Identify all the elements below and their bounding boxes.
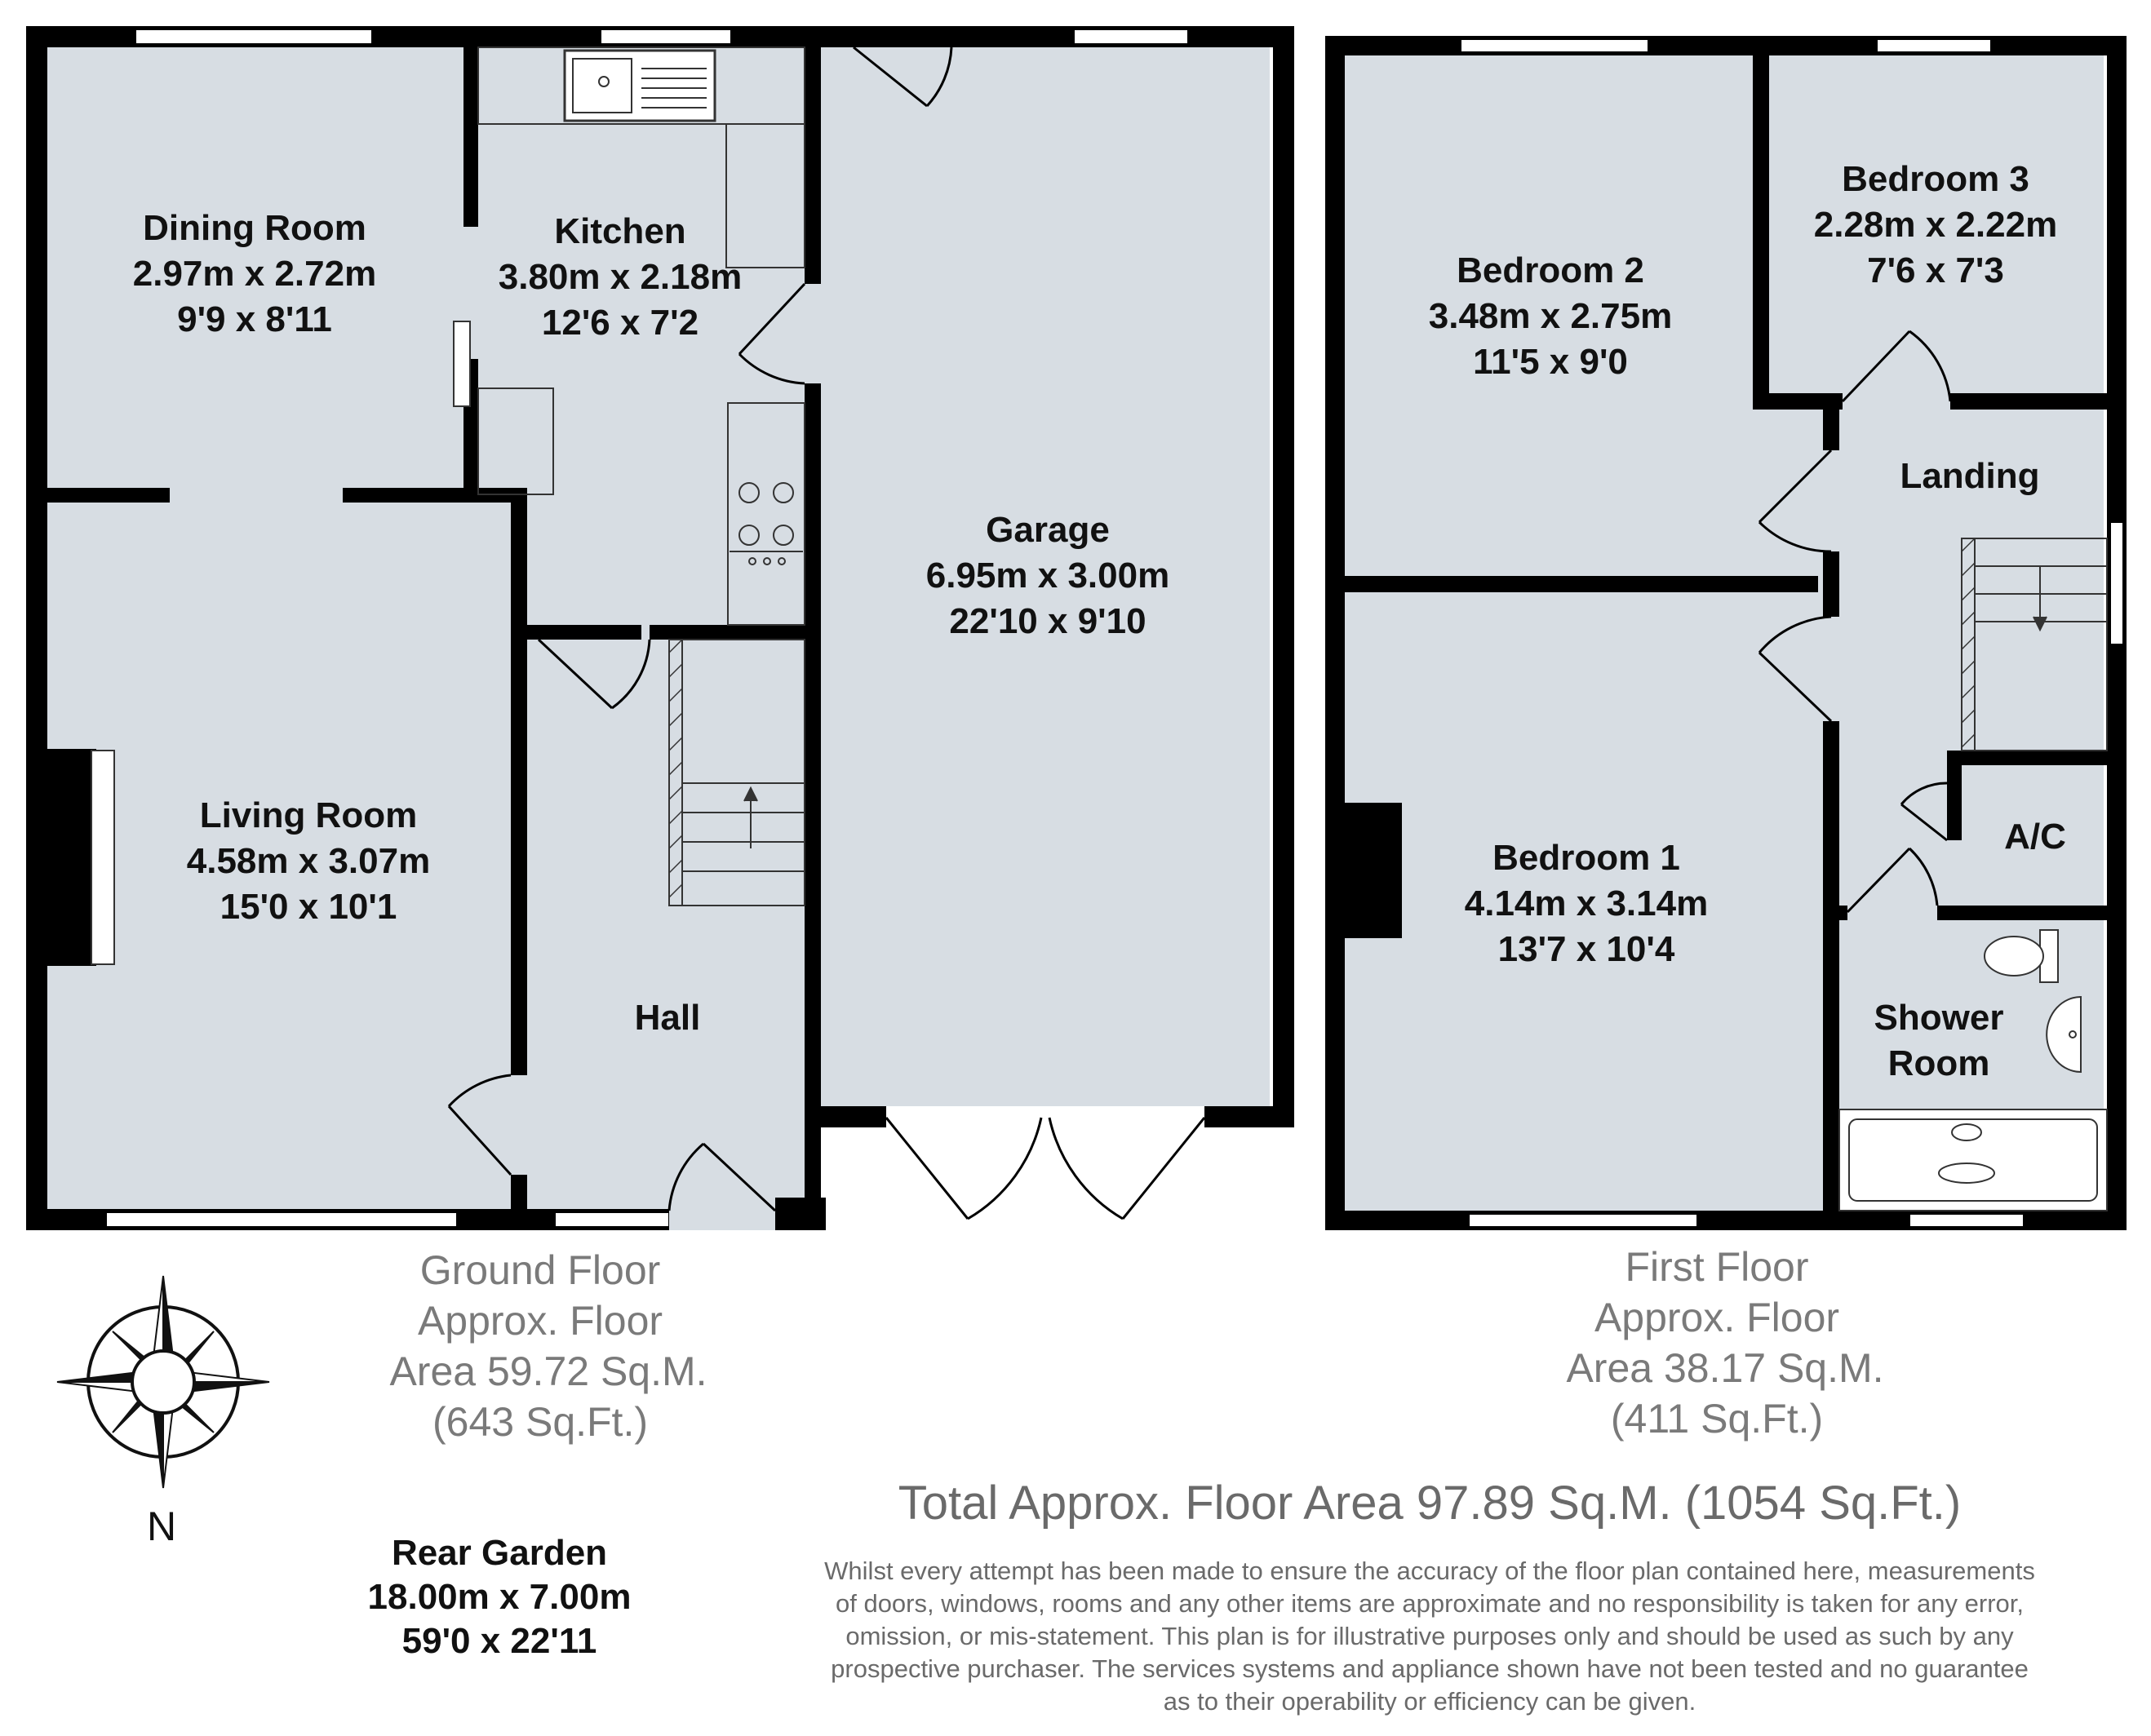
room-dimensions-metric: 4.14m x 3.14m xyxy=(1464,884,1709,923)
room-dimensions-metric: 6.95m x 3.00m xyxy=(925,556,1170,596)
wall xyxy=(1204,1106,1294,1127)
floor-area-line: (643 Sq.Ft.) xyxy=(432,1399,648,1445)
disclaimer-line: omission, or mis-statement. This plan is for illustrative purposes only and should be used as such by any xyxy=(845,1622,2014,1650)
wall xyxy=(805,47,821,284)
fireplace xyxy=(47,749,96,966)
room-dimensions-imperial: 15'0 x 10'1 xyxy=(220,887,397,927)
wall xyxy=(1823,906,1847,920)
wall xyxy=(1950,393,2107,410)
room-name: Hall xyxy=(634,998,701,1038)
room-name: Dining Room xyxy=(143,208,366,248)
floor-area-line: Area 59.72 Sq.M. xyxy=(389,1348,707,1394)
room-name: A/C xyxy=(2004,817,2066,857)
window xyxy=(555,1212,669,1227)
room-dimensions-imperial: 7'6 x 7'3 xyxy=(1867,250,2004,290)
disclaimer-line: prospective purchaser. The services systems and appliance shown have not been tested and no guarantee xyxy=(831,1654,2029,1683)
wall xyxy=(511,488,527,1075)
room-label-living xyxy=(187,795,430,927)
room-name: Landing xyxy=(1900,456,2040,496)
room-dimensions-imperial: 11'5 x 9'0 xyxy=(1473,342,1628,382)
wall xyxy=(1753,55,1769,410)
room-name: Bedroom 3 xyxy=(1842,159,2029,199)
room-name: Bedroom 2 xyxy=(1457,250,1644,290)
wall xyxy=(1823,551,1839,617)
room-label-landing xyxy=(1900,456,2039,496)
chimney-breast xyxy=(1345,803,1402,938)
room-dimensions-metric: 2.28m x 2.22m xyxy=(1813,205,2058,245)
wall xyxy=(650,625,805,640)
room-dimensions-metric: 2.97m x 2.72m xyxy=(132,254,377,294)
wall xyxy=(1823,721,1839,1211)
window xyxy=(1461,39,1648,52)
floor-area-line: First Floor xyxy=(1625,1244,1809,1290)
room-dimensions-imperial: 13'7 x 10'4 xyxy=(1497,929,1675,969)
room-name: Bedroom 1 xyxy=(1492,838,1680,878)
wall xyxy=(775,1198,826,1230)
disclaimer-line: Whilst every attempt has been made to ensure the accuracy of the floor plan contained here, measurements xyxy=(824,1557,2035,1585)
floor-area-line: Approx. Floor xyxy=(1594,1295,1840,1340)
room-name: Garage xyxy=(986,510,1110,550)
window xyxy=(1074,29,1188,44)
wall xyxy=(1753,393,1843,410)
room-name: Kitchen xyxy=(554,211,686,251)
wall xyxy=(805,383,821,1230)
wall xyxy=(1823,410,1839,450)
rear-garden-label xyxy=(368,1533,632,1661)
first-floor-area-label xyxy=(1566,1244,1883,1442)
wall xyxy=(1325,36,2127,55)
north-label: N xyxy=(146,1504,177,1549)
floor-area-line: (411 Sq.Ft.) xyxy=(1610,1396,1824,1442)
room-name: Living Room xyxy=(199,795,418,835)
room-label-bedroom-1 xyxy=(1465,838,1708,969)
room-name: Room xyxy=(1887,1043,1990,1083)
window xyxy=(135,29,372,44)
floor-area-line: Approx. Floor xyxy=(417,1298,663,1344)
wall xyxy=(1947,751,1962,840)
window xyxy=(1877,39,1991,52)
garage-door-gap xyxy=(886,1106,1204,1127)
room-dimensions-metric: 3.80m x 2.18m xyxy=(498,257,743,297)
garden-name: Rear Garden xyxy=(391,1533,608,1573)
shower-tray xyxy=(1839,1109,2107,1211)
room-dimensions-imperial: 9'9 x 8'11 xyxy=(177,299,332,339)
wall xyxy=(1947,751,2107,765)
wall xyxy=(47,488,170,503)
wall xyxy=(813,1106,886,1127)
ground-floor-area-label xyxy=(389,1247,707,1445)
disclaimer xyxy=(824,1557,2035,1716)
window xyxy=(1469,1214,1697,1227)
room-dimensions-imperial: 22'10 x 9'10 xyxy=(949,601,1146,641)
wall xyxy=(527,625,641,640)
total-floor-area: Total Approx. Floor Area 97.89 Sq.M. (1054 Sq.Ft.) xyxy=(898,1477,1962,1530)
room-label-hall xyxy=(635,998,701,1038)
wall xyxy=(511,1175,527,1209)
kitchen-unit xyxy=(454,321,470,406)
room-label-ac xyxy=(2004,817,2066,857)
wall xyxy=(1937,906,2107,920)
room-dimensions-metric: 3.48m x 2.75m xyxy=(1428,296,1673,336)
disclaimer-line: of doors, windows, rooms and any other items are approximate and no responsibility is taken for any error, xyxy=(835,1589,2025,1618)
floor-area-line: Ground Floor xyxy=(419,1247,661,1293)
room-name: Shower xyxy=(1874,998,2004,1038)
wall xyxy=(1273,26,1294,1127)
room-dimensions-imperial: 12'6 x 7'2 xyxy=(541,303,699,343)
front-door-gap xyxy=(669,1209,775,1230)
garden-dimensions-metric: 18.00m x 7.00m xyxy=(367,1577,632,1617)
wall xyxy=(1325,36,1345,1230)
disclaimer-line: as to their operability or efficiency can be given. xyxy=(1163,1687,1696,1716)
window xyxy=(601,29,731,44)
wall xyxy=(26,26,47,1230)
window xyxy=(2110,522,2123,644)
wall xyxy=(463,47,478,227)
hall-floor xyxy=(527,494,805,1212)
window xyxy=(1909,1214,2024,1227)
window xyxy=(106,1212,457,1227)
garden-dimensions-imperial: 59'0 x 22'11 xyxy=(401,1621,597,1661)
floor-area-line: Area 38.17 Sq.M. xyxy=(1566,1345,1884,1391)
room-dimensions-metric: 4.58m x 3.07m xyxy=(186,841,431,881)
compass-rose-icon xyxy=(57,1276,269,1488)
wall xyxy=(1345,576,1818,592)
fireplace-hearth xyxy=(91,751,114,964)
